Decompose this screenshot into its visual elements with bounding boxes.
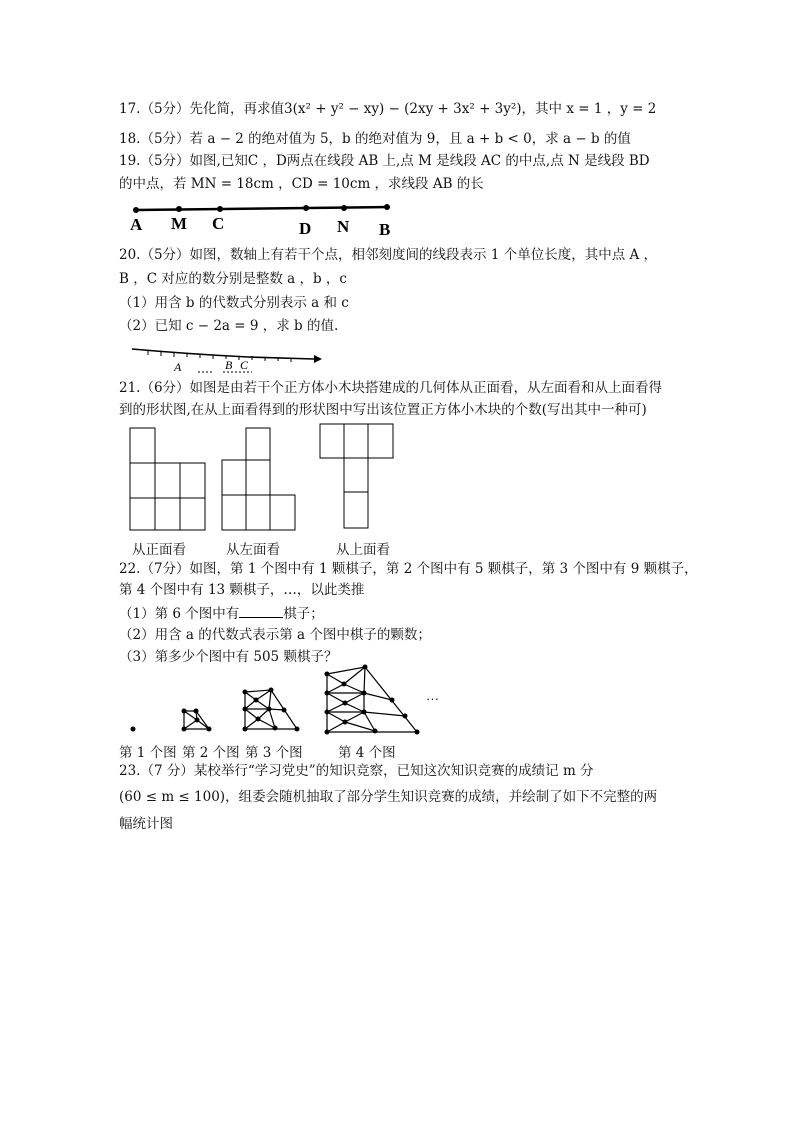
q20-line2: B ，C 对应的数分别是整数 a ，b ，c [119,271,347,287]
label-a: A [174,360,182,374]
q22-line1: 22.（7分）如图，第 1 个图中有 1 颗棋子，第 2 个图中有 5 颗棋子，第 3 个图中有 9 颗棋子， [119,561,698,577]
figure-4 [327,667,417,732]
q22-answer-blank [239,604,283,618]
caption-left-view: 从左面看 [226,542,280,558]
label-b: B [379,220,391,239]
caption-figure-2: 第 2 个图 [182,745,240,761]
label-n: N [337,217,350,236]
top-view [320,424,393,528]
caption-figure-3: 第 3 个图 [245,745,303,761]
point-a-dot [133,207,139,213]
q22-sub1 [119,604,324,623]
label-b: B [225,358,233,372]
front-view [130,428,205,530]
q22-sub2: （2）用含 a 的代数式表示第 a 个图中棋子的颗数； [119,627,431,643]
label-a: A [130,215,143,234]
point-c-dot [217,206,223,212]
label-c: C [212,214,225,233]
q20-sub1: （1）用含 b 的代数式分别表示 a 和 c [119,295,349,311]
q22-sub1-suffix: 棋子； [283,606,324,622]
q21-line1: 21.（6分）如图是由若干个正方体小木块搭建成的几何体从正面看，从左面看和从上面看得 [119,380,663,396]
q22-line2: 第 4 个图中有 13 颗棋子，…，以此类推 [119,582,365,598]
q20-line1: 20.（5分）如图，数轴上有若干个点，相邻刻度间的线段表示 1 个单位长度，其中点 A ， [119,247,658,263]
q21-line2: 到的形状图,在从上面看得到的形状图中写出该位置正方体小木块的个数(写出其中一种可) [119,402,647,418]
number-line-axis [132,349,314,359]
point-m-dot [176,206,182,212]
label-d: D [299,219,312,238]
q23-line2: (60 ≤ m ≤ 100)，组委会随机抽取了部分学生知识竞赛的成绩，并绘制了如下不完整的两 [119,789,658,805]
caption-figure-1: 第 1 个图 [119,745,177,761]
point-b-dot [384,204,390,210]
q22-sub3: （3）第多少个图中有 505 颗棋子？ [119,649,338,665]
point-n-dot [341,205,347,211]
ellipsis: … [426,688,439,703]
caption-top-view: 从上面看 [336,542,390,558]
q22-sub1-prefix: （1）第 6 个图中有 [119,606,240,622]
arrow-right-icon [314,355,322,363]
left-view [222,428,295,530]
q20-sub2: （2）已知 c − 2a = 9 ，求 b 的值. [119,318,339,334]
q18-text: 18.（5分）若 a − 2 的绝对值为 5，b 的绝对值为 9，且 a + b < 0，求 a − b 的值 [119,131,631,147]
q21-views-figure [120,420,410,536]
point-d-dot [303,205,309,211]
segment-ab-line [136,207,389,210]
q19-line1: 19.（5分）如图,已知C ，D两点在线段 AB 上,点 M 是线段 AC 的中点,点 N 是线段 BD [119,153,650,169]
q19-line2: 的中点，若 MN = 18cm ，CD = 10cm ，求线段 AB 的长 [119,176,484,192]
q20-number-line [128,338,323,374]
label-c: C [240,358,249,372]
label-m: M [171,214,188,233]
caption-front-view: 从正面看 [132,542,186,558]
q23-line3: 幅统计图 [119,816,173,832]
q19-segment-figure [119,196,394,241]
q22-chess-figure [119,660,449,740]
q23-line1: 23.（7 分）某校举行“学习党史”的知识竞察，已知这次知识竞赛的成绩记 m 分 [119,763,594,779]
caption-figure-4: 第 4 个图 [338,745,396,761]
q17-text: 17.（5分）先化简，再求值3(x² + y² − xy) − (2xy + 3x² + 3y²)，其中 x = 1 ，y = 2 [119,101,657,117]
figure-1-piece [131,727,136,732]
